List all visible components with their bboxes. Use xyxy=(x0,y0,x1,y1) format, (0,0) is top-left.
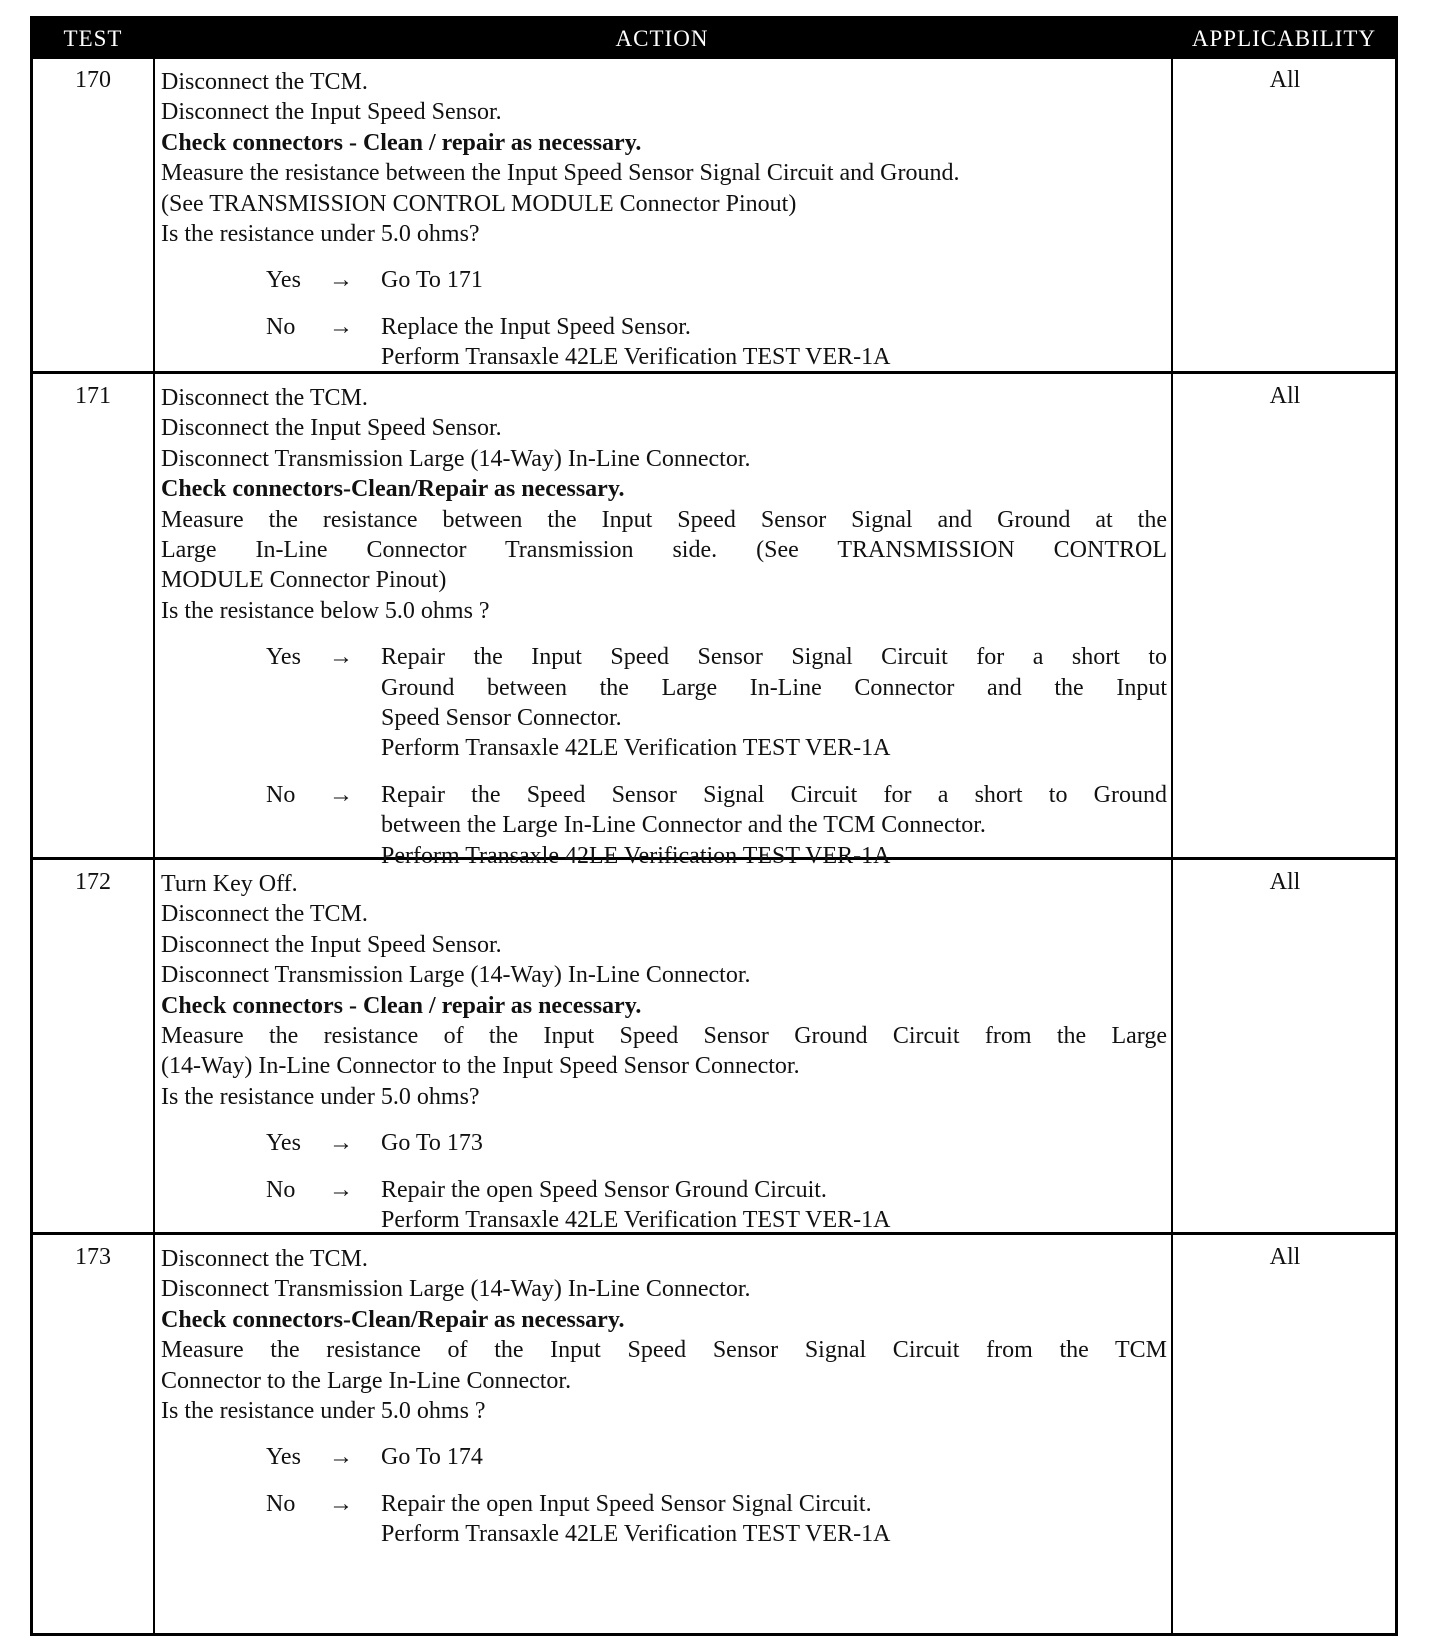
action-line-bold: Check connectors-Clean/Repair as necessary. xyxy=(161,1306,625,1333)
header-test: TEST xyxy=(63,26,123,51)
arrow-icon: → xyxy=(329,1490,353,1517)
table-header xyxy=(33,19,1395,59)
branch-result: Ground between the Large In-Line Connector and the Input xyxy=(381,674,1167,701)
branch-result: Replace the Input Speed Sensor. xyxy=(381,313,691,340)
no-branch xyxy=(161,1489,1167,1550)
applicability-value: All xyxy=(1269,1244,1301,1270)
branch-result: Go To 173 xyxy=(381,1130,483,1157)
arrow-icon: → xyxy=(329,267,353,294)
branch-result: between the Large In-Line Connector and the TCM Connector. xyxy=(381,812,986,839)
action-line: Is the resistance under 5.0 ohms? xyxy=(161,221,480,248)
action-line: Disconnect Transmission Large (14-Way) In-Line Connector. xyxy=(161,445,751,472)
action-line: Disconnect Transmission Large (14-Way) In-Line Connector. xyxy=(161,962,751,989)
no-label: No xyxy=(266,781,296,808)
no-label: No xyxy=(266,1490,296,1517)
branch-result: Repair the open Speed Sensor Ground Circuit. xyxy=(381,1176,827,1203)
action-line: (See TRANSMISSION CONTROL MODULE Connector Pinout) xyxy=(161,190,797,217)
action-line: Measure the resistance between the Input Speed Sensor Signal Circuit and Ground. xyxy=(161,160,960,187)
applicability-value: All xyxy=(1269,383,1301,409)
branch-result: Perform Transaxle 42LE Verification TEST VER-1A xyxy=(381,1521,891,1548)
branch-result: Perform Transaxle 42LE Verification TEST VER-1A xyxy=(381,1207,891,1234)
action-line: MODULE Connector Pinout) xyxy=(161,567,447,594)
branch-result: Perform Transaxle 42LE Verification TEST VER-1A xyxy=(381,735,891,762)
branch-result: Go To 174 xyxy=(381,1444,483,1471)
action-line: Disconnect Transmission Large (14-Way) In-Line Connector. xyxy=(161,1276,751,1303)
action-line: Disconnect the TCM. xyxy=(161,385,368,411)
action-line: Disconnect the TCM. xyxy=(161,69,368,95)
branch-result: Speed Sensor Connector. xyxy=(381,705,622,732)
no-branch xyxy=(161,312,1167,373)
branch-result: Repair the Input Speed Sensor Signal Circuit for a short to xyxy=(381,644,1167,671)
branch-result: Repair the open Input Speed Sensor Signal Circuit. xyxy=(381,1490,872,1517)
action-line: Measure the resistance of the Input Speed Sensor Ground Circuit from the Large xyxy=(161,1023,1167,1050)
test-number: 172 xyxy=(75,869,111,895)
action-line: Disconnect the TCM. xyxy=(161,901,368,928)
test-number: 171 xyxy=(75,383,111,409)
action-line: Is the resistance below 5.0 ohms ? xyxy=(161,597,490,624)
action-line: Disconnect the Input Speed Sensor. xyxy=(161,931,502,958)
action-line-bold: Check connectors - Clean / repair as necessary. xyxy=(161,992,642,1019)
test-number: 173 xyxy=(75,1244,111,1270)
yes-branch xyxy=(161,642,1167,764)
action-line: Large In-Line Connector Transmission side. (See TRANSMISSION CONTROL xyxy=(161,537,1167,564)
header-action: ACTION xyxy=(615,26,709,51)
action-line: Disconnect the TCM. xyxy=(161,1246,368,1272)
yes-label: Yes xyxy=(266,644,301,671)
yes-label: Yes xyxy=(266,1444,301,1471)
diagnostic-table xyxy=(30,16,1398,1636)
branch-result: Repair the Speed Sensor Signal Circuit for a short to Ground xyxy=(381,781,1167,808)
yes-branch xyxy=(161,1442,1167,1472)
arrow-icon: → xyxy=(329,1444,353,1471)
applicability-value: All xyxy=(1269,67,1301,93)
action-cell xyxy=(161,869,1167,1235)
column-divider xyxy=(153,59,155,1633)
column-divider xyxy=(1171,59,1173,1633)
arrow-icon: → xyxy=(329,1130,353,1157)
yes-label: Yes xyxy=(266,267,301,294)
action-line: Is the resistance under 5.0 ohms ? xyxy=(161,1398,486,1425)
arrow-icon: → xyxy=(329,1176,353,1203)
no-label: No xyxy=(266,313,296,340)
action-cell xyxy=(161,67,1167,373)
action-line: (14-Way) In-Line Connector to the Input Speed Sensor Connector. xyxy=(161,1053,800,1080)
branch-result: Perform Transaxle 42LE Verification TEST VER-1A xyxy=(381,344,891,371)
arrow-icon: → xyxy=(329,781,353,808)
yes-branch xyxy=(161,265,1167,295)
applicability-value: All xyxy=(1269,869,1301,895)
no-label: No xyxy=(266,1176,296,1203)
header-applicability: APPLICABILITY xyxy=(1191,26,1377,51)
action-line-bold: Check connectors - Clean / repair as necessary. xyxy=(161,129,642,156)
arrow-icon: → xyxy=(329,313,353,340)
no-branch xyxy=(161,780,1167,871)
test-number: 170 xyxy=(75,67,111,93)
action-line: Turn Key Off. xyxy=(161,871,298,897)
action-line: Measure the resistance between the Input Speed Sensor Signal and Ground at the xyxy=(161,506,1167,533)
branch-result: Perform Transaxle 42LE Verification TEST VER-1A xyxy=(381,842,891,869)
yes-branch xyxy=(161,1128,1167,1158)
action-line: Disconnect the Input Speed Sensor. xyxy=(161,99,502,126)
action-cell xyxy=(161,383,1167,871)
action-line-bold: Check connectors-Clean/Repair as necessary. xyxy=(161,476,625,503)
branch-result: Go To 171 xyxy=(381,267,483,294)
arrow-icon: → xyxy=(329,644,353,671)
yes-label: Yes xyxy=(266,1130,301,1157)
action-line: Measure the resistance of the Input Speed Sensor Signal Circuit from the TCM xyxy=(161,1337,1167,1364)
action-cell xyxy=(161,1244,1167,1550)
action-line: Connector to the Large In-Line Connector. xyxy=(161,1367,572,1394)
no-branch xyxy=(161,1175,1167,1236)
action-line: Is the resistance under 5.0 ohms? xyxy=(161,1083,480,1110)
action-line: Disconnect the Input Speed Sensor. xyxy=(161,415,502,442)
